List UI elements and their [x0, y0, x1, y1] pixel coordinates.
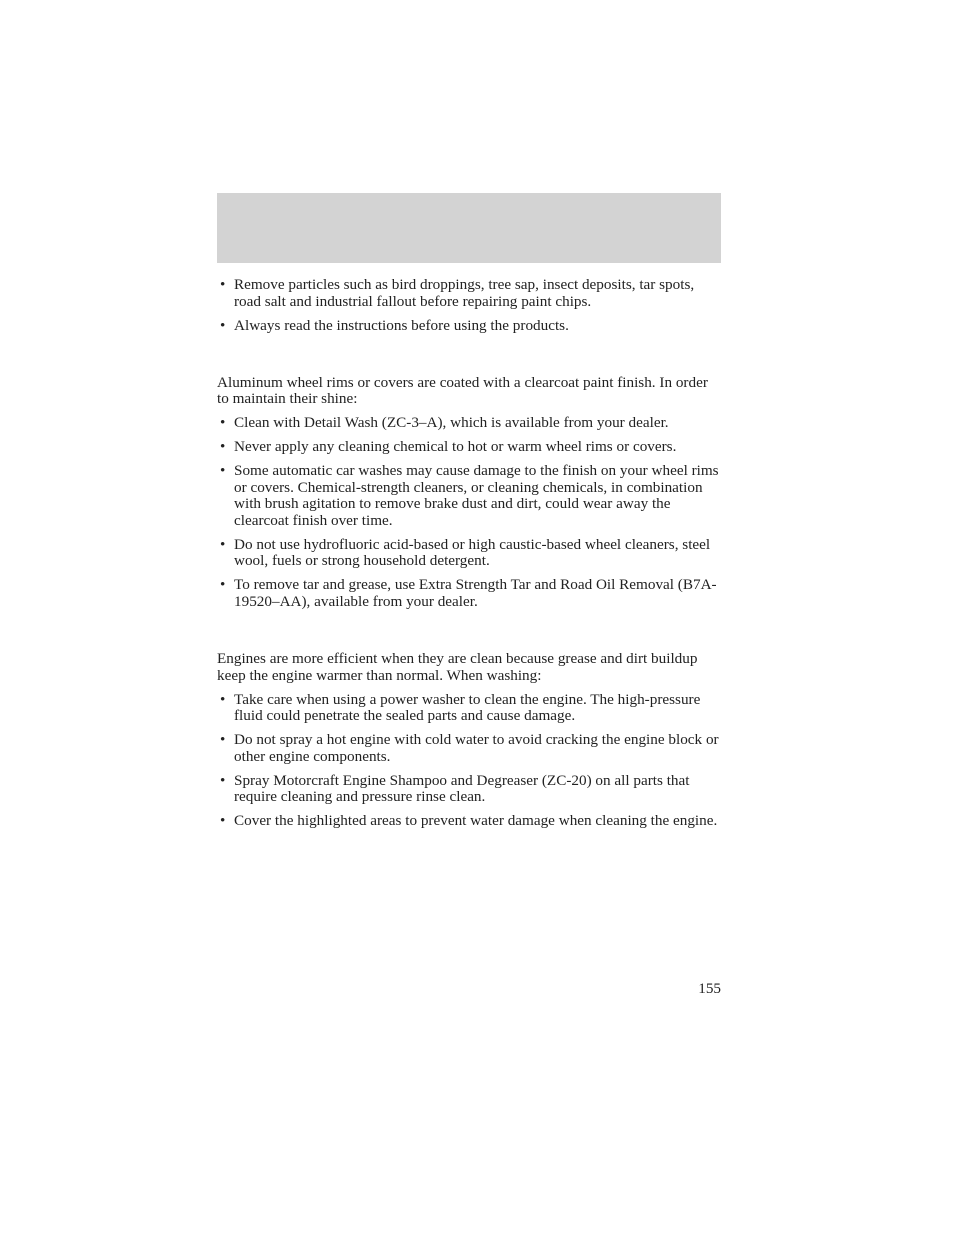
- page-number: 155: [698, 980, 721, 997]
- wheels-intro-paragraph: Aluminum wheel rims or covers are coated with a clearcoat paint finish. In order to maintain their shine:: [217, 373, 708, 408]
- list-item: • Remove particles such as bird droppings, tree sap, insect deposits, tar spots, road salt and industrial fallout before repairing paint chips.: [217, 277, 721, 310]
- list-item: • Take care when using a power washer to clean the engine. The high-pressure fluid could penetrate the sealed parts and cause damage.: [217, 692, 721, 725]
- list-item: • Do not use hydrofluoric acid-based or high caustic-based wheel cleaners, steel wool, fuels or strong household detergent.: [217, 537, 721, 570]
- header-band: [217, 193, 721, 263]
- engine-bullet-list: [217, 692, 721, 830]
- list-item: • Do not spray a hot engine with cold water to avoid cracking the engine block or other engine components.: [217, 732, 721, 765]
- list-item: • Cover the highlighted areas to prevent water damage when cleaning the engine.: [217, 813, 721, 830]
- list-item: • Never apply any cleaning chemical to hot or warm wheel rims or covers.: [217, 439, 721, 456]
- list-item: • To remove tar and grease, use Extra Strength Tar and Road Oil Removal (B7A-19520–AA), available from your dealer.: [217, 577, 721, 610]
- section-spacer: [217, 342, 721, 375]
- list-item: • Spray Motorcraft Engine Shampoo and Degreaser (ZC-20) on all parts that require cleaning and pressure rinse clean.: [217, 773, 721, 806]
- list-item: • Clean with Detail Wash (ZC-3–A), which is available from your dealer.: [217, 415, 721, 432]
- list-item: • Some automatic car washes may cause damage to the finish on your wheel rims or covers. Chemical-strength cleaners, or cleaning chemicals, in combination with brush agitation to remove brake dust and dirt, could wear away the clearcoat finish over time.: [217, 463, 721, 529]
- paint-chip-bullet-list: [217, 277, 721, 334]
- list-item: • Always read the instructions before using the products.: [217, 318, 721, 335]
- engine-intro-paragraph: Engines are more efficient when they are clean because grease and dirt buildup keep the engine warmer than normal. When washing:: [217, 650, 698, 684]
- page-content: [217, 277, 721, 837]
- section-spacer: [217, 618, 721, 651]
- wheels-bullet-list: [217, 415, 721, 611]
